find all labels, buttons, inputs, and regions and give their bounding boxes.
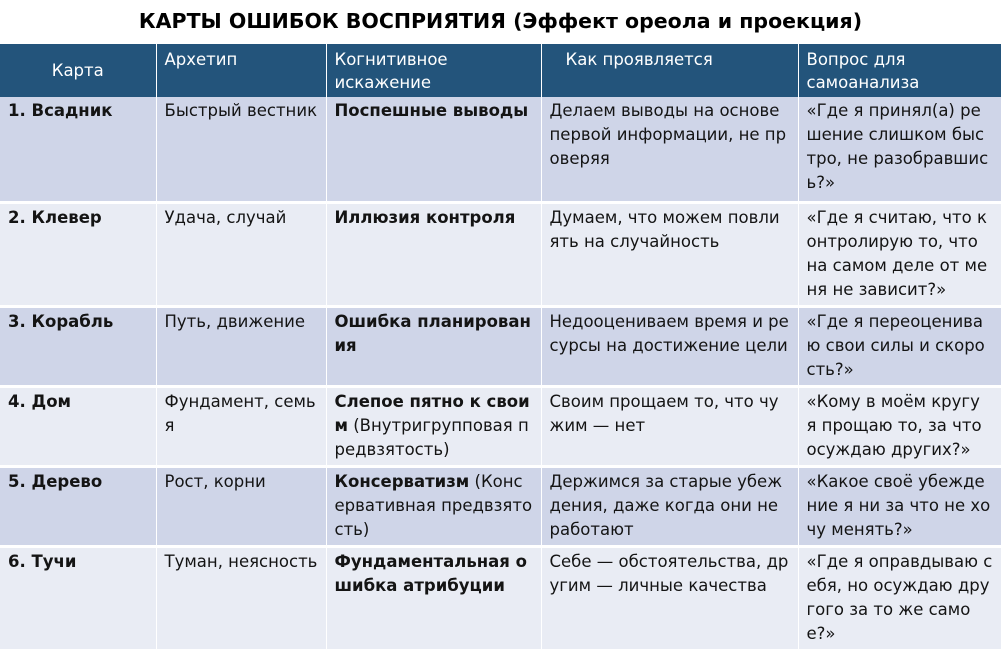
bias-name: Иллюзия контроля [334,207,516,227]
table-row [0,546,1001,650]
card-cell: 3. Корабль [0,306,156,386]
cognitive-bias-table [0,44,1001,652]
card-cell: 6. Тучи [0,546,156,650]
archetype-cell: Туман, неясность [156,546,326,650]
page-title: КАРТЫ ОШИБОК ВОСПРИЯТИЯ (Эффект ореола и проекция) [138,9,863,33]
header-bias: Когнитивное искажение [326,44,541,97]
card-cell: 2. Клевер [0,202,156,306]
manifests-cell: Себе — обстоятельства, другим — личные качества [541,546,798,650]
archetype-cell: Фундамент, семья [156,386,326,466]
bias-name: Ошибка планирования [334,311,531,355]
bias-name: Поспешные выводы [334,101,529,120]
bias-name: Фундаментальная ошибка атрибуции [334,551,527,595]
question-cell: «Где я переоцениваю свои силы и скорость?» [798,306,1001,386]
question-cell: «Где я считаю, что контролирую то, что на самом деле от меня не зависит?» [798,202,1001,306]
question-cell: «Кому в моём кругу я прощаю то, за что осуждаю других?» [798,386,1001,466]
header-question: Вопрос для самоанализа [798,44,1001,97]
bias-cell [326,202,541,306]
archetype-cell: Удача, случай [156,202,326,306]
manifests-cell: Недооцениваем время и ресурсы на достижение цели [541,306,798,386]
header-card: Карта [0,44,156,97]
question-cell: «Где я оправдываю себя, но осуждаю другого за то же самое?» [798,546,1001,650]
manifests-cell: Своим прощаем то, что чужим — нет [541,386,798,466]
table-row [0,466,1001,546]
card-cell: 1. Всадник [0,97,156,202]
card-cell: 5. Дерево [0,466,156,546]
card-cell: 4. Дом [0,386,156,466]
bias-note: (Внутригрупповая предвзятость) [334,415,529,459]
table-row [0,202,1001,306]
header-archetype: Архетип [156,44,326,97]
archetype-cell: Быстрый вестник [156,97,326,202]
bias-cell [326,466,541,546]
table-row [0,386,1001,466]
bias-cell [326,386,541,466]
table-row [0,306,1001,386]
header-manifests: Как проявляется [541,44,798,97]
archetype-cell: Рост, корни [156,466,326,546]
question-cell: «Какое своё убеждение я ни за что не хочу менять?» [798,466,1001,546]
table-header-row [0,44,1001,97]
bias-cell [326,306,541,386]
bias-name: Консерватизм [334,471,470,491]
bias-name: Слепое пятно к своим [334,391,530,435]
manifests-cell: Держимся за старые убеждения, даже когда они не работают [541,466,798,546]
bias-note: (Консервативная предвзятость) [334,471,533,539]
archetype-cell: Путь, движение [156,306,326,386]
question-cell: «Где я принял(а) решение слишком быстро, не разобравшись?» [798,97,1001,202]
manifests-cell: Думаем, что можем повлиять на случайность [541,202,798,306]
bias-cell [326,546,541,650]
bias-cell [326,97,541,202]
table-row [0,97,1001,202]
manifests-cell: Делаем выводы на основе первой информации, не проверяя [541,97,798,202]
